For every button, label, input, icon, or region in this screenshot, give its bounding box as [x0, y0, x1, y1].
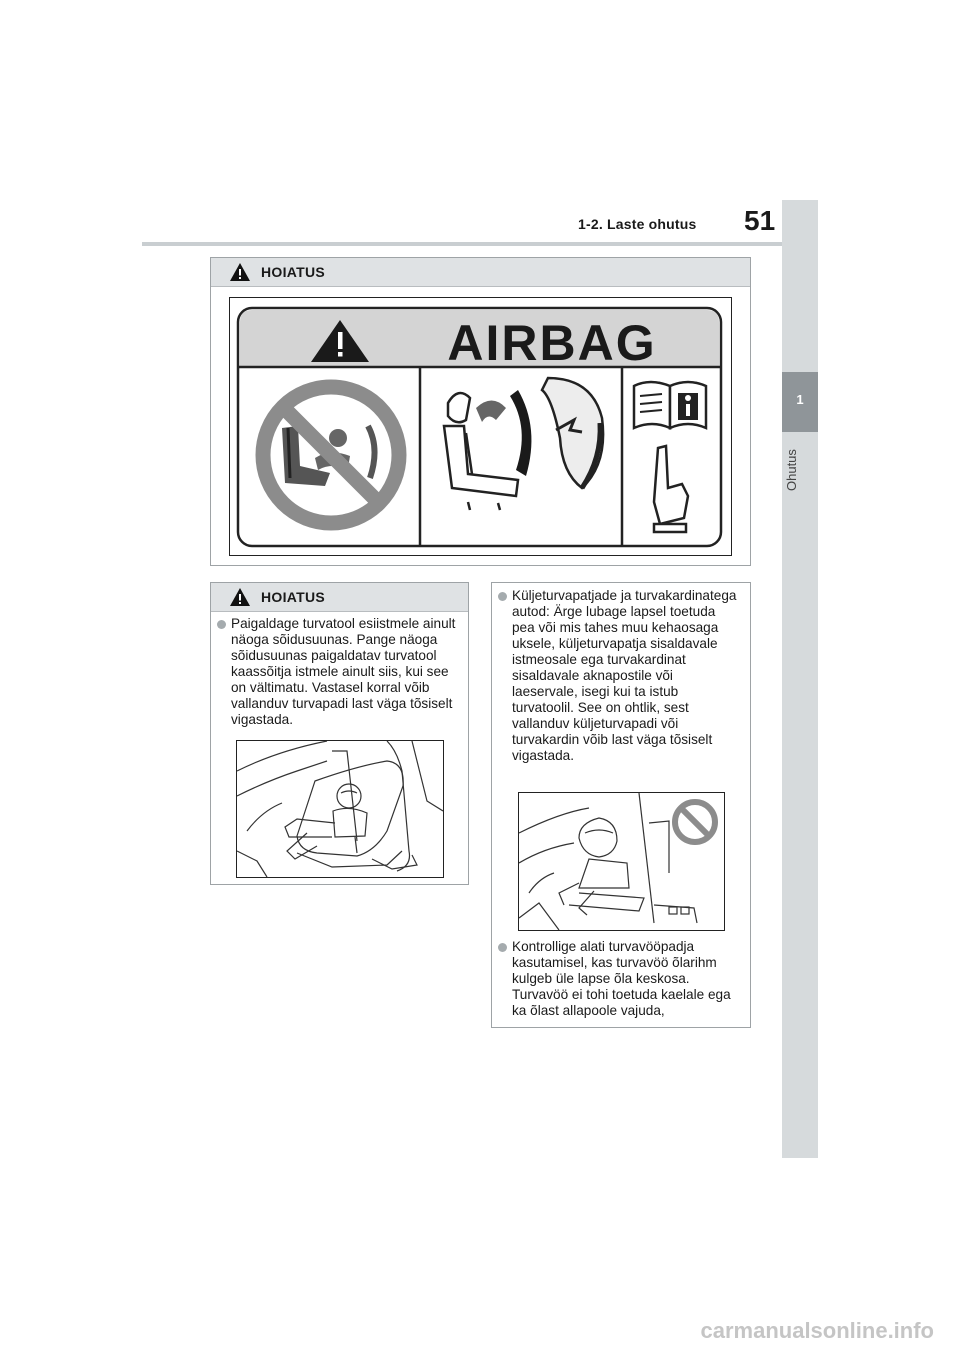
- airbag-warning-label-image: [229, 297, 732, 556]
- warning-triangle-icon: [229, 587, 251, 607]
- warning-header: [211, 583, 468, 612]
- watermark: carmanualsonline.info: [700, 1318, 934, 1343]
- bullet-paragraph: [498, 939, 738, 1019]
- bullet-paragraph: [217, 616, 457, 728]
- warning-triangle-icon: [229, 262, 251, 282]
- bullet-icon: [217, 620, 226, 629]
- bullet-paragraph: [498, 588, 738, 764]
- header-rule: [142, 242, 782, 246]
- warning-header: [211, 258, 750, 287]
- bullet-icon: [498, 943, 507, 952]
- page-number: 51: [744, 205, 776, 236]
- airbag-label-title: AIRBAG: [447, 315, 657, 371]
- warning-box-seat-direction: [210, 582, 469, 885]
- warning-text-side-airbag: Küljeturvapatjade ja turvakardinatega autod: Ärge lubage lapsel toetuda pea või mis tahes muu kehaosaga uksele, küljeturvapatja sisaldavale istmeosale ega turvakardinat sisaldavale aknapostile või laeservale, isegi kui ta istub turvatoolil. See on ohtlik, sest vallanduv küljeturvapadi või turvakardin võib last väga tõsiselt vigastada.: [512, 588, 737, 763]
- chapter-side-tab: [782, 200, 818, 1158]
- warning-box-side-airbag: [491, 582, 751, 1028]
- warning-label: HOIATUS: [261, 264, 326, 280]
- warning-text: Paigaldage turvatool esiistmele ainult näoga sõidusuunas. Pange näoga sõidusuunas paigaldatav turvatool kaassõitja istmele ainult siis, kui see on vältimatu. Vastasel korral võib vallanduv turvapadi last väga tõsiselt vigastada.: [231, 616, 456, 727]
- warning-text-seat-belt: Kontrollige alati turvavööpadja kasutamisel, kas turvavöö õlarihm kulgeb üle lapse õla keskosa. Turvavöö ei tohi toetuda kaelale ega ka õlast allapoole vajuda,: [512, 939, 731, 1018]
- warning-box-airbag: [210, 257, 751, 566]
- warning-label: HOIATUS: [261, 589, 326, 605]
- bullet-icon: [498, 592, 507, 601]
- chapter-number: 1: [796, 392, 804, 407]
- child-leaning-door-illustration: [518, 792, 725, 931]
- prohibited-sign-icon: [671, 798, 719, 846]
- section-title: 1-2. Laste ohutus: [578, 216, 697, 232]
- chapter-label: Ohutus: [784, 449, 799, 491]
- forward-facing-child-seat-illustration: [236, 740, 444, 878]
